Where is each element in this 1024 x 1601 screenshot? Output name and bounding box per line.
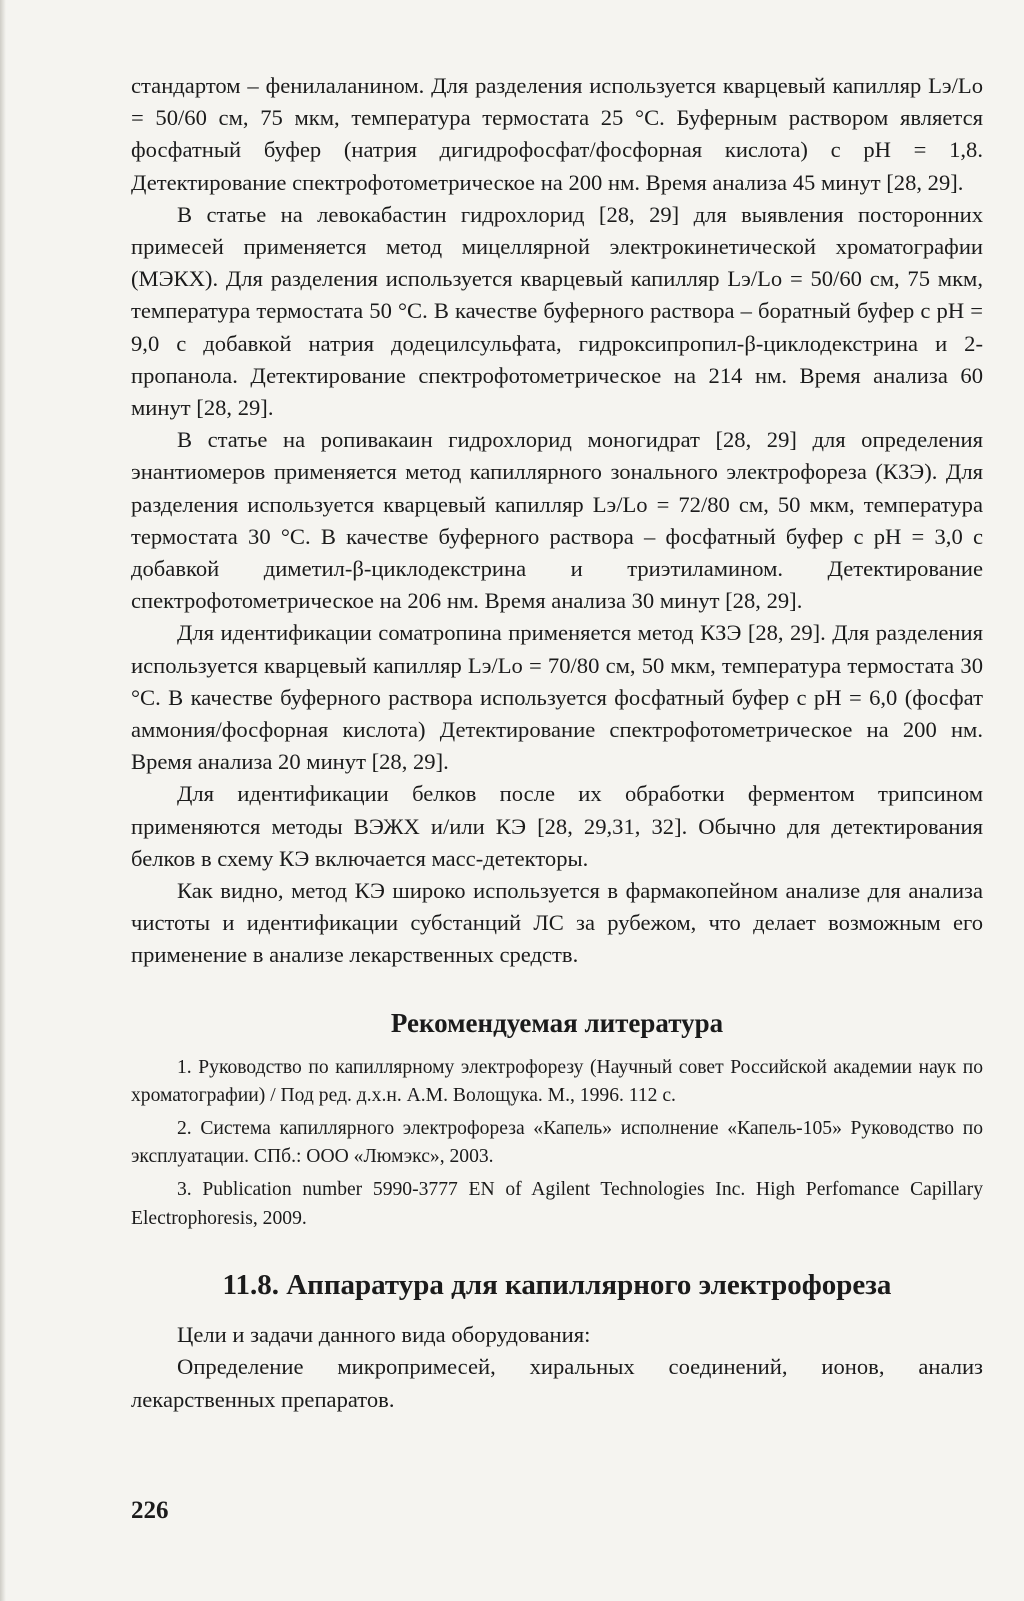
paragraph-1: стандартом – фенилаланином. Для разделения используется кварцевый капилляр Lэ/Lo = 50/60 см, 75 мкм, температура термостата 25 °С. Буферным раствором является фосфатный буфер (натрия дигидрофосфат/фосфорная кислота) с pH = 1,8. Детектирование спектрофотометрическое на 200 нм. Время анализа 45 минут [28, 29]. — [131, 73, 983, 195]
reference-item: 1. Руководство по капиллярному электрофорезу (Научный совет Российской академии наук по хроматографии) / Под ред. д.х.н. А.М. Волощука. М., 1996. 112 с. — [131, 1056, 983, 1107]
reference-item: 3. Publication number 5990-3777 EN of Agilent Technologies Inc. High Perfomance Capillary Electrophoresis, 2009. — [131, 1179, 983, 1229]
paragraph-4: Для идентификации соматропина применяется метод КЗЭ [28, 29]. Для разделения используется кварцевый капилляр Lэ/Lo = 70/80 см, 50 мкм, температура термостата 30 °С. В качестве буферного раствора используется фосфатный буфер с pH = 6,0 (фосфат аммония/фосфорная кислота) Детектирование спектрофотометрическое на 200 нм. Время анализа 20 минут [28, 29]. — [131, 620, 983, 775]
paragraph-6: Как видно, метод КЭ широко используется в фармакопейном анализе для анализа чистоты и идентификации субстанций ЛС за рубежом, что делает возможным его применение в анализе лекарственных средств. — [131, 878, 983, 968]
paragraph-2: В статье на левокабастин гидрохлорид [28, 29] для выявления посторонних примесей применяется метод мицеллярной электрокинетической хроматографии (МЭКХ). Для разделения используется кварцевый капилляр Lэ/Lo = 50/60 см, 75 мкм, температура термостата 50 °С. В качестве буферного раствора – боратный буфер с pH = 9,0 с добавкой натрия додецилсульфата, гидроксипропил-β-циклодекстрина и 2-пропанола. Детектирование спектрофотометрическое на 214 нм. Время анализа 60 минут [28, 29]. — [131, 201, 983, 421]
literature-heading: Рекомендуемая литература — [390, 1007, 724, 1038]
page-number: 226 — [131, 1497, 169, 1524]
paragraph-3: В статье на ропивакаин гидрохлорид моногидрат [28, 29] для определения энантиомеров применяется метод капиллярного зонального электрофореза (КЗЭ). Для разделения используется кварцевый капилляр Lэ/Lo = 72/80 см, 50 мкм, температура термостата 30 °С. В качестве буферного раствора – фосфатный буфер с pH = 3,0 с добавкой диметил-β-циклодекстрина и триэтиламином. Детектирование спектрофотометрическое на 206 нм. Время анализа 30 минут [28, 29]. — [131, 427, 983, 614]
paragraph-5: Для идентификации белков после их обработки ферментом трипсином применяются методы ВЭЖХ и/или КЭ [28, 29,31, 32]. Обычно для детектирования белков в схему КЭ включается масс-детекторы. — [131, 781, 983, 871]
page-content — [131, 70, 983, 1416]
section-paragraph-1: Цели и задачи данного вида оборудования: — [177, 1322, 591, 1348]
section-heading: 11.8. Аппаратура для капиллярного электрофореза — [222, 1269, 892, 1302]
reference-list — [131, 1054, 983, 1234]
reference-item: 2. Система капиллярного электрофореза «Капель» исполнение «Капель-105» Руководство по эксплуатации. СПб.: ООО «Люмэкс», 2003. — [131, 1117, 983, 1168]
page-edge-shadow — [0, 0, 6, 1601]
section-paragraph-2: Определение микропримесей, хиральных соединений, ионов, анализ лекарственных препаратов. — [131, 1354, 983, 1412]
